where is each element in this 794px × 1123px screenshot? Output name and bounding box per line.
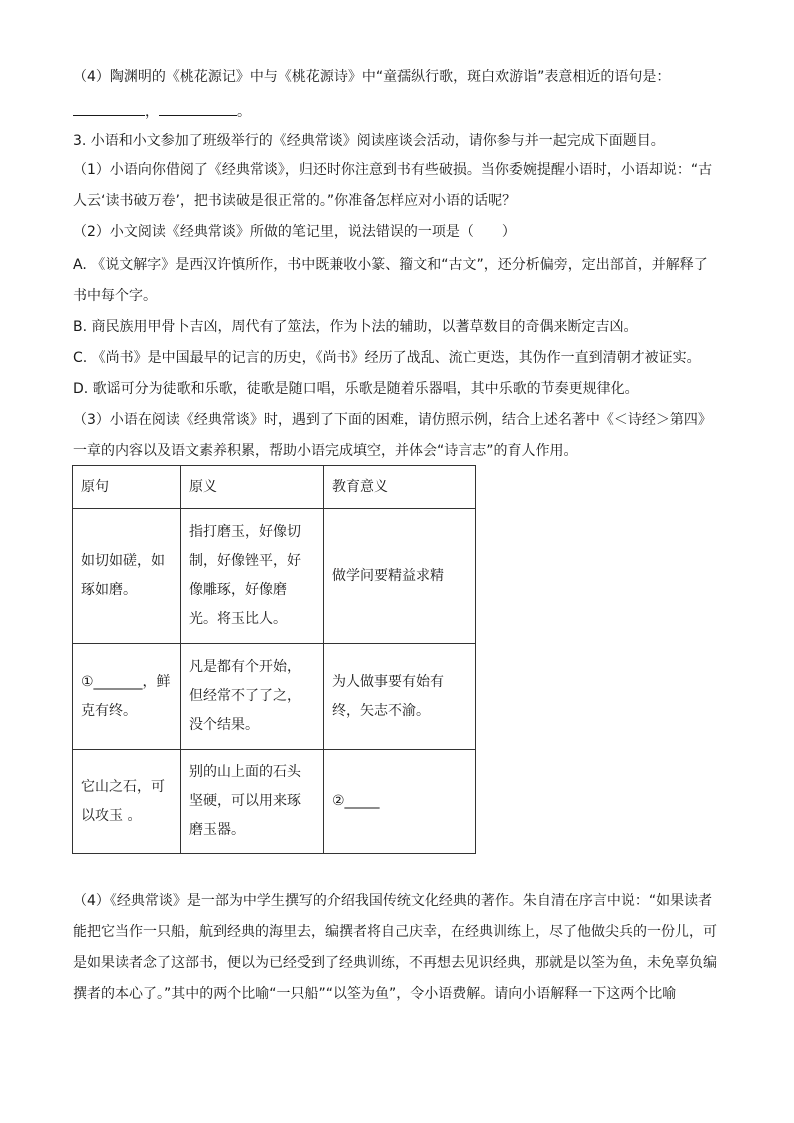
answer-blank[interactable] [73, 101, 145, 116]
table-row [73, 509, 476, 644]
comma: ， [145, 104, 159, 120]
table-row [73, 750, 476, 854]
table-header: 原句 [73, 466, 181, 509]
meaning-cell: 别的山上面的石头 坚硬，可以用来琢 磨玉器。 [181, 750, 324, 854]
option-d: D. 歌谣可分为徒歌和乐歌，徒歌是随口唱，乐歌是随着乐器唱，其中乐歌的节奏更规律化。 [73, 381, 639, 397]
answer-blanks-line [73, 101, 251, 122]
subquestion-2: （2）小文阅读《经典常谈》所做的笔记里，说法错误的一项是（ ） [73, 224, 516, 240]
subquestion-3-line: （3）小语在阅读《经典常谈》时，遇到了下面的困难，请仿照示例，结合上述名著中《＜诗经＞第四》 [73, 412, 712, 428]
subquestion-1-line: 人云‘读书破万卷’，把书读破是很正常的。”你准备怎样应对小语的话呢？ [73, 193, 517, 209]
option-c: C. 《尚书》是中国最早的记言的历史，《尚书》经历了战乱、流亡更迭，其伪作一直到清朝才被证实。 [73, 350, 701, 366]
option-a: A. 《说文解字》是西汉许慎所作，书中既兼收小篆、籀文和“古文”，还分析偏旁，定出部首，并解释了 [73, 257, 708, 273]
question-3-intro: 3. 小语和小文参加了班级举行的《经典常谈》阅读座谈会活动，请你参与并一起完成下面题目。 [73, 133, 665, 149]
subquestion-4-line: 是如果读者念了这部书，便以为已经受到了经典训练，不再想去见识经典，那就是以筌为鱼，未免辜负编 [73, 955, 717, 971]
table-header-row [73, 466, 476, 509]
education-cell[interactable]: ②_____ [324, 750, 476, 854]
meaning-cell: 凡是都有个开始， 但经常不了了之， 没个结果。 [181, 644, 324, 750]
education-cell: 为人做事要有始有 终，矢志不渝。 [324, 644, 476, 750]
subquestion-4-line: 能把它当作一只船，航到经典的海里去，编撰者将自己庆幸，在经典训练上，尽了他做尖兵的一份儿，可 [73, 924, 717, 940]
option-a-continued: 书中每个字。 [73, 288, 157, 304]
original-sentence-cell[interactable]: ①_______，鲜 克有终。 [73, 644, 181, 750]
education-cell: 做学问要精益求精 [324, 509, 476, 644]
poetry-table [72, 465, 476, 854]
subquestion-4-line: 撰者的本心了。”其中的两个比喻“一只船”“以筌为鱼”，令小语费解。请向小语解释一下这两个比喻 [73, 986, 677, 1002]
option-b: B. 商民族用甲骨卜吉凶，周代有了筮法，作为卜法的辅助，以蓍草数目的奇偶来断定吉凶。 [73, 319, 638, 335]
table-row [73, 644, 476, 750]
table-header: 教育意义 [324, 466, 476, 509]
original-sentence-cell: 它山之石，可 以攻玉 。 [73, 750, 181, 854]
subquestion-4-line: （4）《经典常谈》是一部为中学生撰写的介绍我国传统文化经典的著作。朱自清在序言中说：“如果读者 [73, 893, 713, 909]
subquestion-1-line: （1）小语向你借阅了《经典常谈》，归还时你注意到书有些破损。当你委婉提醒小语时，小语却说：“古 [73, 162, 713, 178]
meaning-cell: 指打磨玉，好像切 制，好像锉平，好 像雕琢，好像磨 光。将玉比人。 [181, 509, 324, 644]
subquestion-3-line: 一章的内容以及语文素养积累，帮助小语完成填空，并体会“诗言志”的育人作用。 [73, 443, 578, 459]
table-header: 原义 [181, 466, 324, 509]
question-text: （4）陶渊明的《桃花源记》中与《桃花源诗》中“童孺纵行歌，斑白欢游诣”表意相近的语句是： [73, 69, 671, 85]
answer-blank[interactable] [159, 101, 237, 116]
original-sentence-cell: 如切如磋，如 琢如磨。 [73, 509, 181, 644]
period: 。 [237, 104, 251, 120]
